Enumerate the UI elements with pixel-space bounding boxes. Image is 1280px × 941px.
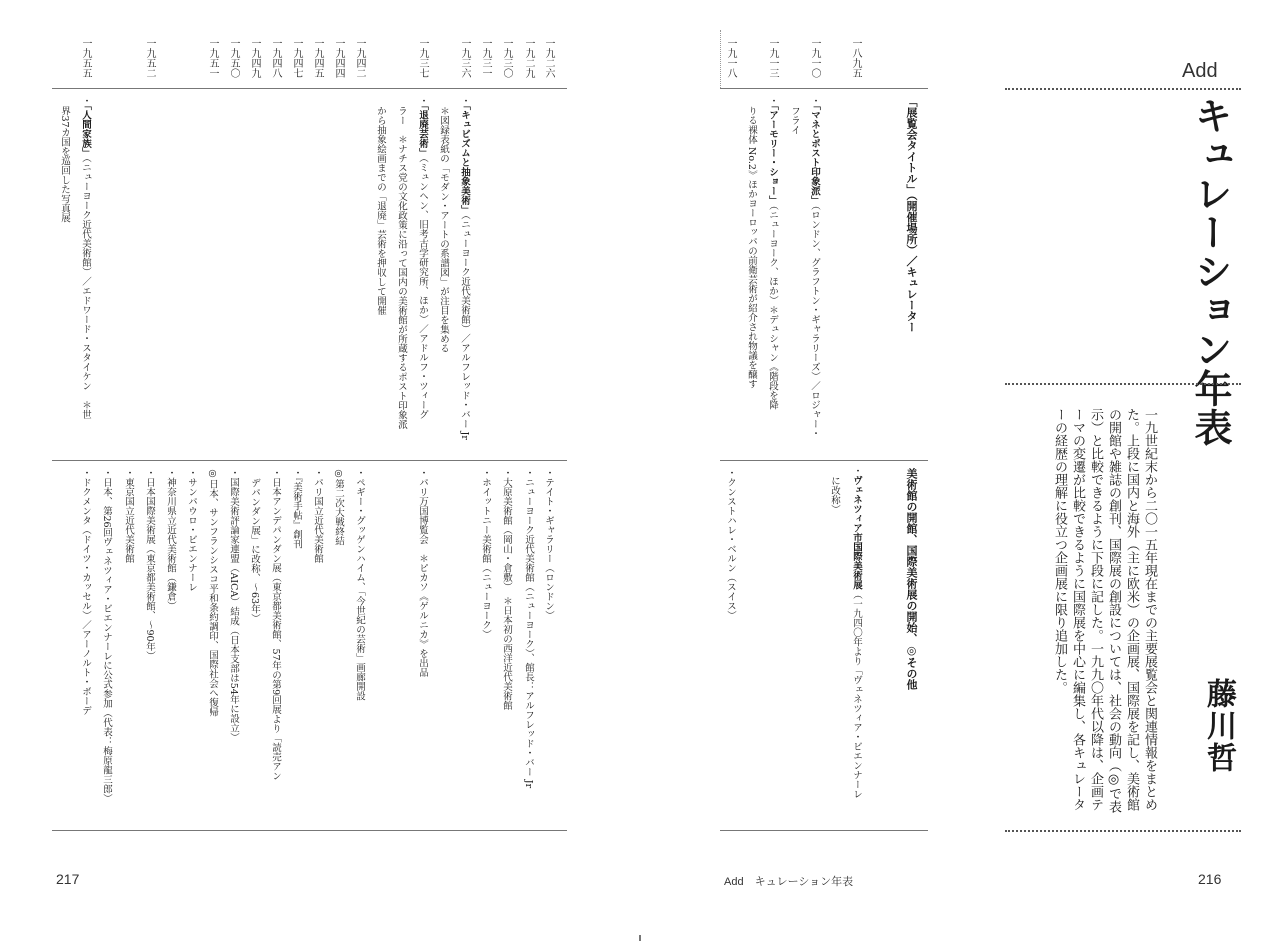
timeline-entry: ・日本、第26回ヴェネツィア・ビエンナーレに公式参加（代表：梅原龍三郎）: [101, 468, 112, 804]
year-label: 一九五二: [144, 38, 155, 78]
timeline-entry-cont: フライ: [789, 106, 800, 135]
timeline-entry: ・ペギー・グッゲンハイム、「今世紀の芸術」画廊開設: [354, 468, 365, 701]
timeline-entry-cont: 界37カ国を巡回した写真展: [59, 106, 70, 223]
divider: [1005, 383, 1241, 385]
year-label: 一九二六: [543, 38, 554, 78]
timeline-entry-note: ＊図録表紙の「モダン・アートの系譜図」が注目を集める: [438, 106, 449, 353]
divider: [1005, 830, 1241, 832]
year-label: 一九三六: [459, 38, 470, 78]
year-label: 一九五一: [207, 38, 218, 78]
page-number: 216: [1198, 871, 1222, 887]
timeline-entry: ・パリ国立近代美術館: [312, 468, 323, 563]
timeline-entry: ・「アーモリー・ショー」（ニューヨーク、ほか）＊デュシャン《階段を降: [767, 96, 778, 410]
timeline-entry: ・東京国立近代美術館: [123, 468, 134, 563]
timeline-entry: ・ヴェネツィア市国際美術展（一九四〇年より「ヴェネツィア・ビエンナーレ: [851, 466, 862, 799]
timeline-entry: ・「人間家族」（ニューヨーク近代美術館）／エドワード・スタイケン ＊世: [80, 96, 91, 419]
timeline-entry: ・テイト・ギャラリー（ロンドン）: [543, 468, 554, 620]
year-label: 一九四八: [270, 38, 281, 78]
timeline-entry: ◎第二次大戦終結: [333, 468, 344, 546]
timeline-entry: ・「退廃芸術」（ミュンヘン、旧考古学研究所、ほか）／アドルフ・ツィーグ: [417, 96, 428, 419]
year-column-edge: [720, 30, 721, 88]
year-label: 一九一〇: [809, 38, 820, 78]
year-label: 一九四九: [249, 38, 260, 78]
rule-bottom: [52, 830, 567, 831]
page-title: キュレーション年表: [1188, 96, 1232, 447]
divider: [1005, 88, 1241, 90]
timeline-entry: ・ニューヨーク近代美術館（ニューヨーク）、館長：アルフレッド・バー Jr: [523, 468, 534, 789]
year-label: 一九四五: [312, 38, 323, 78]
page-number: 217: [56, 871, 80, 887]
timeline-entry: ・日本アンデパンダン展（東京都美術館、57年の第9回展より「読売アン: [270, 468, 281, 781]
upper-column-header: 「展覧会タイトル」（開催場所）／キュレーター: [905, 96, 918, 333]
running-footer: Add キュレーション年表: [724, 876, 854, 888]
timeline-entry: ・「キュビズムと抽象美術」（ニューヨーク近代美術館）／アルフレッド・バー Jr: [459, 96, 470, 440]
year-label: 一九一三: [767, 38, 778, 78]
year-label: 一九五五: [80, 38, 91, 78]
author-name: 藤川哲: [1201, 678, 1236, 774]
timeline-entry: ・国際美術評論家連盟（AICA）結成（日本支部は54年に設立）: [228, 468, 239, 743]
year-label: 一九一八: [725, 38, 736, 78]
timeline-entry: ・パリ万国博覧会 ＊ピカソ《ゲルニカ》を出品: [417, 468, 428, 677]
intro-paragraph: 一九世紀末から二〇一五年現在までの主要展覧会と関連情報をまとめた。上段に国内と海外（主に欧米）の企画展、国際展を記し、美術館の開館や雑誌の創刊、国際展の創設については、社会の動向（◎で表示）と比較できるように下段に記した。一九九〇年代以降は、企画テーマの変遷が比較できるように国際展を中心に編集し、各キュレーターの経歴の理解に役立つ企画展に限り追加した。: [1052, 408, 1157, 813]
timeline-entry-cont: デパンダン展」に改称、～63年）: [249, 478, 260, 624]
timeline-entry-cont: りる裸体 No.2》ほかヨーロッパの前衛芸術が紹介され物議を醸す: [746, 106, 757, 389]
timeline-entry: ・「マネとポスト印象派」（ロンドン、グラフトン・ギャラリーズ）／ロジャー・: [809, 96, 820, 438]
timeline-entry: ・大原美術館（岡山・倉敷） ＊日本初の西洋近代美術館: [501, 468, 512, 711]
rule-top: [720, 88, 928, 89]
year-label: 一九五〇: [228, 38, 239, 78]
rule-middle: [720, 460, 928, 461]
section-label: Add: [1182, 60, 1218, 82]
year-label: 一八九五: [850, 38, 861, 78]
timeline-entry: ◎日本、サンフランシスコ平和条約調印、国際社会へ復帰: [207, 468, 218, 717]
year-label: 一九四七: [291, 38, 302, 78]
timeline-entry: ・ドクメンタ（ドイツ・カッセル）／アーノルト・ボーデ: [80, 468, 91, 715]
year-label: 一九四四: [333, 38, 344, 78]
year-label: 一九三〇: [501, 38, 512, 78]
lower-column-header: 美術館の開館、国際美術展の開始、◎その他: [905, 468, 918, 690]
timeline-entry-cont: から抽象絵画までの「退廃」芸術を押収して開催: [375, 106, 386, 315]
year-label: 一九三七: [417, 38, 428, 78]
timeline-entry: ・クンストハレ・ベルン（スイス）: [725, 468, 736, 620]
timeline-entry: ・『美術手帖』創刊: [291, 468, 302, 549]
timeline-entry-cont: に改称）: [829, 476, 840, 514]
rule-middle: [52, 460, 567, 461]
timeline-entry-cont: ラー ＊ナチス党の文化政策に沿って国内の美術館が所蔵するポスト印象派: [396, 106, 407, 429]
year-label: 一九四二: [354, 38, 365, 78]
timeline-entry: ・日本国際美術展（東京都美術館、～90年）: [144, 468, 155, 661]
crop-mark: [639, 935, 641, 941]
rule-bottom: [720, 830, 928, 831]
timeline-entry: ・サンパウロ・ビエンナーレ: [186, 468, 197, 592]
rule-top: [52, 88, 567, 89]
timeline-entry: ・ホイットニー美術館（ニューヨーク）: [480, 468, 491, 639]
year-label: 一九二九: [523, 38, 534, 78]
year-label: 一九三一: [480, 38, 491, 78]
timeline-entry: ・神奈川県立近代美術館（鎌倉）: [165, 468, 176, 611]
